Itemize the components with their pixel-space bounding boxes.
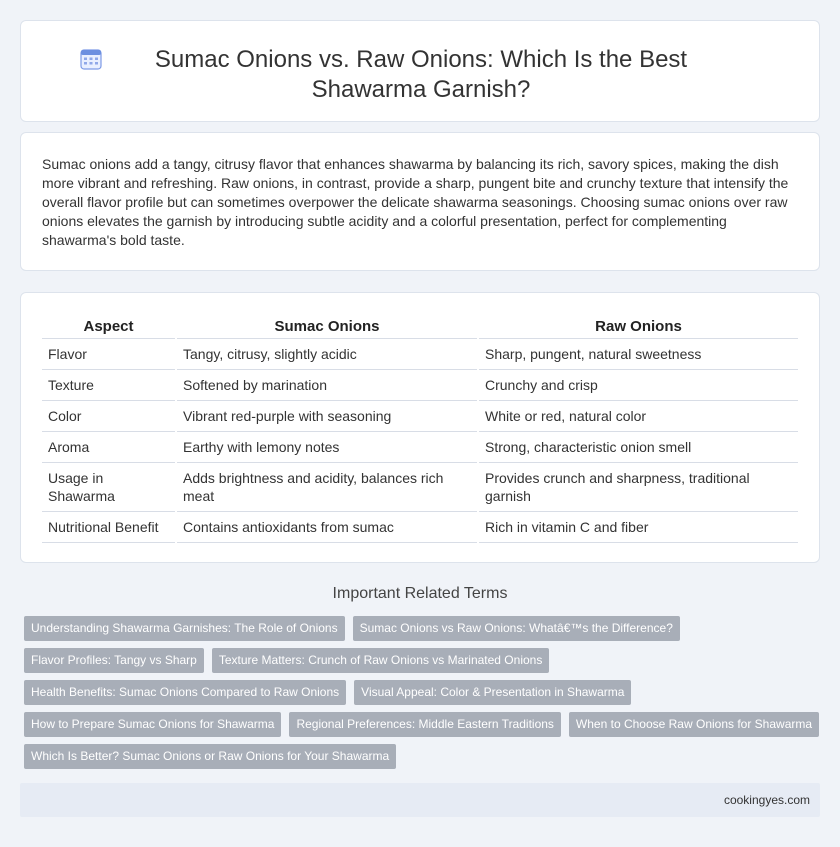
comparison-table [42,315,798,543]
related-term-tag[interactable]: When to Choose Raw Onions for Shawarma [569,712,819,737]
table-header-row [42,315,798,338]
related-term-tag[interactable]: Regional Preferences: Middle Eastern Traditions [289,712,560,737]
page-title: Sumac Onions vs. Raw Onions: Which Is the Best Shawarma Garnish? [154,46,688,103]
related-term-tag[interactable]: Sumac Onions vs Raw Onions: Whatâ€™s the Difference? [353,616,680,641]
footer-site-link[interactable]: cookingyes.com [723,793,810,807]
table-cell: Softened by marination [176,369,478,400]
table-cell: Strong, characteristic onion smell [478,431,798,462]
comparison-card [20,292,820,563]
column-header-aspect: Aspect [42,315,176,338]
table-cell: Flavor [42,338,176,369]
header-card [20,20,820,122]
related-term-tag[interactable]: How to Prepare Sumac Onions for Shawarma [24,712,281,737]
column-header-raw-onions: Raw Onions [478,315,798,338]
table-cell: Tangy, citrusy, slightly acidic [176,338,478,369]
related-term-tag[interactable]: Health Benefits: Sumac Onions Compared to Raw Onions [24,680,346,705]
intro-paragraph: Sumac onions add a tangy, citrusy flavor that enhances shawarma by balancing its rich, savory spices, making the dish more vibrant and refreshing. Raw onions, in contrast, provide a sharp, pungent bite and crunchy texture that intensify the overall flavor profile but can sometimes overpower the delicate shawarma seasonings. Choosing sumac onions over raw onions elevates the garnish by introducing subtle acidity and a colorful presentation, perfect for complementing shawarma's bold taste. [42,156,789,248]
table-cell: Nutritional Benefit [42,511,176,542]
related-term-tag[interactable]: Visual Appeal: Color & Presentation in Shawarma [354,680,631,705]
table-cell: Sharp, pungent, natural sweetness [478,338,798,369]
table-row [42,511,798,542]
table-cell: Adds brightness and acidity, balances rich meat [176,462,478,511]
table-cell: Usage in Shawarma [42,462,176,511]
column-header-sumac-onions: Sumac Onions [176,315,478,338]
table-row [42,400,798,431]
related-terms-list [24,616,824,776]
related-term-tag[interactable]: Texture Matters: Crunch of Raw Onions vs Marinated Onions [212,648,549,673]
table-cell: Contains antioxidants from sumac [176,511,478,542]
table-row [42,369,798,400]
related-term-tag[interactable]: Which Is Better? Sumac Onions or Raw Onions for Your Shawarma [24,744,396,769]
footer [20,783,820,817]
table-cell: White or red, natural color [478,400,798,431]
table-row [42,462,798,511]
table-cell: Texture [42,369,176,400]
table-cell: Crunchy and crisp [478,369,798,400]
related-term-tag[interactable]: Flavor Profiles: Tangy vs Sharp [24,648,204,673]
table-cell: Color [42,400,176,431]
related-term-tag[interactable]: Understanding Shawarma Garnishes: The Role of Onions [24,616,345,641]
table-cell: Aroma [42,431,176,462]
table-cell: Provides crunch and sharpness, traditional garnish [478,462,798,511]
table-cell: Vibrant red-purple with seasoning [176,400,478,431]
intro-card [20,132,820,271]
table-cell: Earthy with lemony notes [176,431,478,462]
table-row [42,431,798,462]
table-cell: Rich in vitamin C and fiber [478,511,798,542]
related-terms-heading: Important Related Terms [332,585,508,602]
table-row [42,338,798,369]
